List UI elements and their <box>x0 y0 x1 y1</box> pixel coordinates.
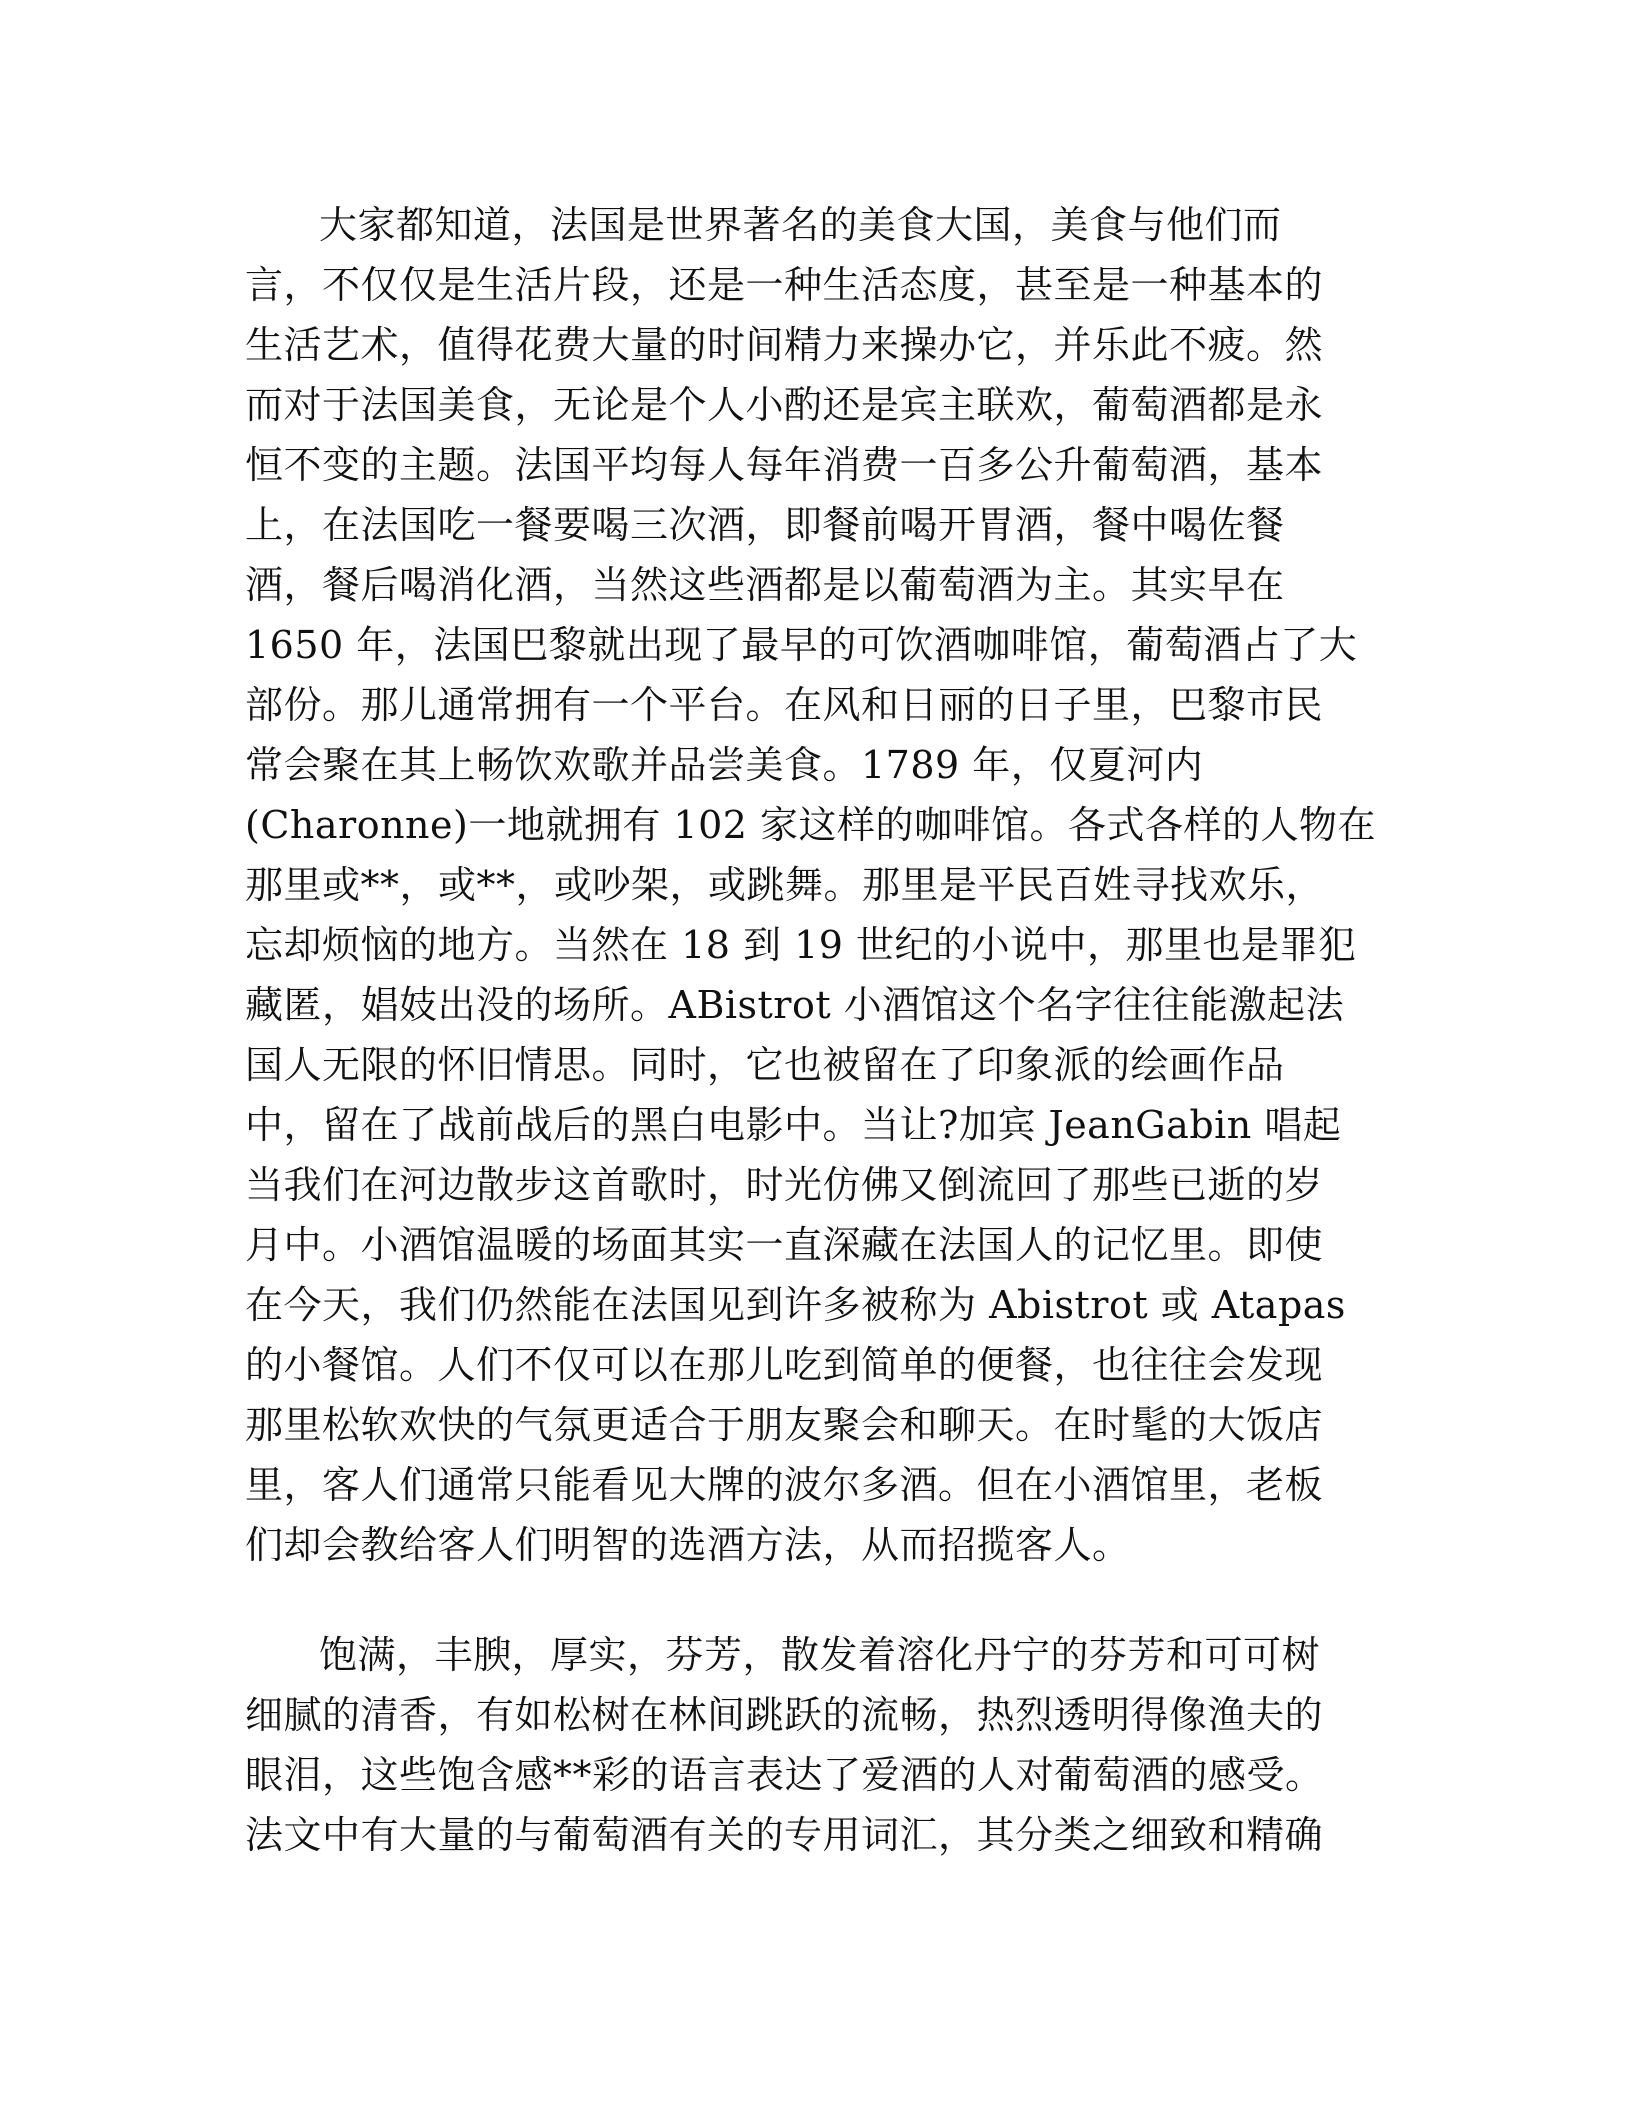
paragraph-french-cuisine-wine <box>245 195 1405 1575</box>
text-line: 那里松软欢快的气氛更适合于朋友聚会和聊天。在时髦的大饭店 <box>245 1403 1324 1447</box>
text-line: 言，不仅仅是生活片段，还是一种生活态度，甚至是一种基本的 <box>245 263 1324 307</box>
text-line: 生活艺术，值得花费大量的时间精力来操办它，并乐此不疲。然 <box>245 323 1324 367</box>
paragraph-wine-vocabulary <box>245 1625 1405 1865</box>
text-line: 月中。小酒馆温暖的场面其实一直深藏在法国人的记忆里。即使 <box>245 1223 1324 1267</box>
text-line: 眼泪，这些饱含感**彩的语言表达了爱酒的人对葡萄酒的感受。 <box>245 1753 1324 1797</box>
text-line: 在今天，我们仍然能在法国见到许多被称为 Abistrot 或 Atapas <box>245 1283 1346 1327</box>
text-line: 常会聚在其上畅饮欢歌并品尝美食。1789 年，仅夏河内 <box>245 743 1204 787</box>
text-line: 国人无限的怀旧情思。同时，它也被留在了印象派的绘画作品 <box>245 1043 1285 1087</box>
text-line: 们却会教给客人们明智的选酒方法，从而招揽客人。 <box>245 1523 1131 1567</box>
text-line: 1650 年，法国巴黎就出现了最早的可饮酒咖啡馆，葡萄酒占了大 <box>245 623 1358 667</box>
text-line: 法文中有大量的与葡萄酒有关的专用词汇，其分类之细致和精确 <box>245 1813 1324 1857</box>
text-line: 藏匿，娼妓出没的场所。ABistrot 小酒馆这个名字往往能激起法 <box>245 983 1345 1027</box>
text-line: 忘却烦恼的地方。当然在 18 到 19 世纪的小说中，那里也是罪犯 <box>245 923 1357 967</box>
text-line: 酒，餐后喝消化酒，当然这些酒都是以葡萄酒为主。其实早在 <box>245 563 1285 607</box>
text-line: 大家都知道，法国是世界著名的美食大国，美食与他们而 <box>319 203 1282 247</box>
text-line: 那里或**，或**，或吵架，或跳舞。那里是平民百姓寻找欢乐， <box>245 863 1325 907</box>
text-line: 而对于法国美食，无论是个人小酌还是宾主联欢，葡萄酒都是永 <box>245 383 1324 427</box>
text-line: 当我们在河边散步这首歌时，时光仿佛又倒流回了那些已逝的岁 <box>245 1163 1324 1207</box>
text-line: (Charonne)一地就拥有 102 家这样的咖啡馆。各式各样的人物在 <box>245 803 1377 847</box>
text-line: 上，在法国吃一餐要喝三次酒，即餐前喝开胃酒，餐中喝佐餐 <box>245 503 1285 547</box>
text-line: 里，客人们通常只能看见大牌的波尔多酒。但在小酒馆里，老板 <box>245 1463 1324 1507</box>
text-line: 饱满，丰腴，厚实，芬芳，散发着溶化丹宁的芬芳和可可树 <box>319 1633 1321 1677</box>
text-line: 恒不变的主题。法国平均每人每年消费一百多公升葡萄酒，基本 <box>245 443 1324 487</box>
text-line: 细腻的清香，有如松树在林间跳跃的流畅，热烈透明得像渔夫的 <box>245 1693 1324 1737</box>
body-text <box>245 195 1405 1865</box>
text-line: 部份。那儿通常拥有一个平台。在风和日丽的日子里，巴黎市民 <box>245 683 1324 727</box>
text-line: 的小餐馆。人们不仅可以在那儿吃到简单的便餐，也往往会发现 <box>245 1343 1324 1387</box>
text-line: 中，留在了战前战后的黑白电影中。当让?加宾 JeanGabin 唱起 <box>245 1103 1342 1147</box>
